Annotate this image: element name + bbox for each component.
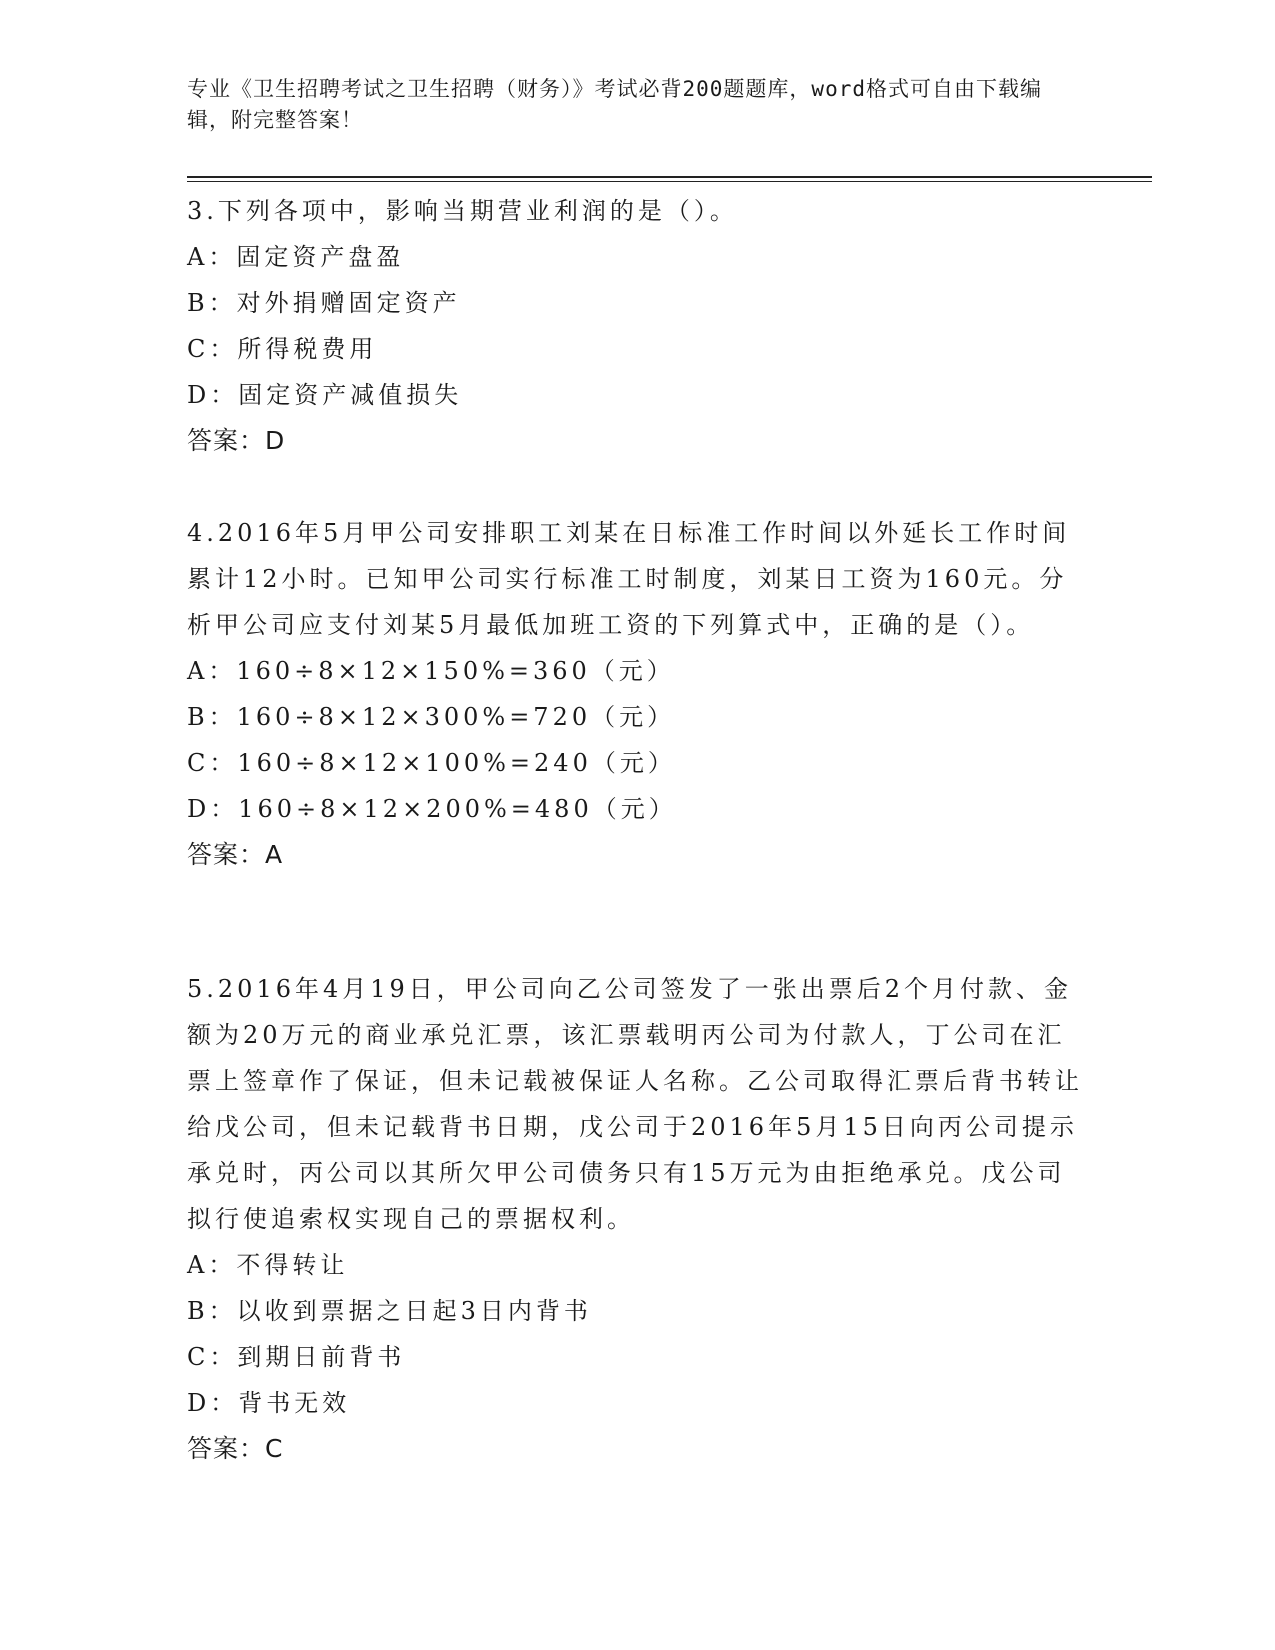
document-header: 专业《卫生招聘考试之卫生招聘（财务）》考试必背200题题库，word格式可自由下载编辑，附完整答案！ — [187, 77, 1042, 132]
answer: 答案：D — [187, 426, 286, 455]
option-c: C：到期日前背书 — [187, 1343, 406, 1371]
question-stem: 5.2016年4月19日，甲公司向乙公司签发了一张出票后2个月付款、金额为20万元的商业承兑汇票，该汇票载明丙公司为付款人，丁公司在汇票上签章作了保证，但未记载被保证人名称。乙公司取得汇票后背书转让给戊公司，但未记载背书日期，戊公司于2016年5月15日向丙公司提示承兑时，丙公司以其所欠甲公司债务只有15万元为由拒绝承兑。戊公司拟行使追索权实现自己的票据权利。 — [187, 975, 1083, 1233]
question-5 — [187, 966, 1087, 1472]
option-c: C：160÷8×12×100%=240（元） — [187, 749, 676, 777]
question-3 — [187, 188, 1087, 464]
option-d: D：固定资产减值损失 — [187, 381, 463, 409]
answer: 答案：C — [187, 1434, 284, 1463]
option-d: D：背书无效 — [187, 1389, 351, 1417]
option-b: B：以收到票据之日起3日内背书 — [187, 1297, 592, 1325]
question-stem: 3.下列各项中，影响当期营业利润的是（）。 — [187, 197, 738, 225]
option-c: C：所得税费用 — [187, 335, 378, 363]
option-d: D：160÷8×12×200%=480（元） — [187, 795, 677, 823]
header-divider-thick — [187, 176, 1152, 178]
option-a: A：160÷8×12×150%=360（元） — [187, 657, 675, 685]
option-b: B：对外捐赠固定资产 — [187, 289, 461, 317]
answer: 答案：A — [187, 840, 284, 869]
header-divider-thin — [187, 181, 1152, 182]
option-b: B：160÷8×12×300%=720（元） — [187, 703, 676, 731]
option-a: A：不得转让 — [187, 1251, 349, 1279]
question-4 — [187, 510, 1087, 878]
question-stem: 4.2016年5月甲公司安排职工刘某在日标准工作时间以外延长工作时间累计12小时。已知甲公司实行标准工时制度，刘某日工资为160元。分析甲公司应支付刘某5月最低加班工资的下列算式中，正确的是（）。 — [187, 519, 1071, 639]
option-a: A：固定资产盘盈 — [187, 243, 405, 271]
